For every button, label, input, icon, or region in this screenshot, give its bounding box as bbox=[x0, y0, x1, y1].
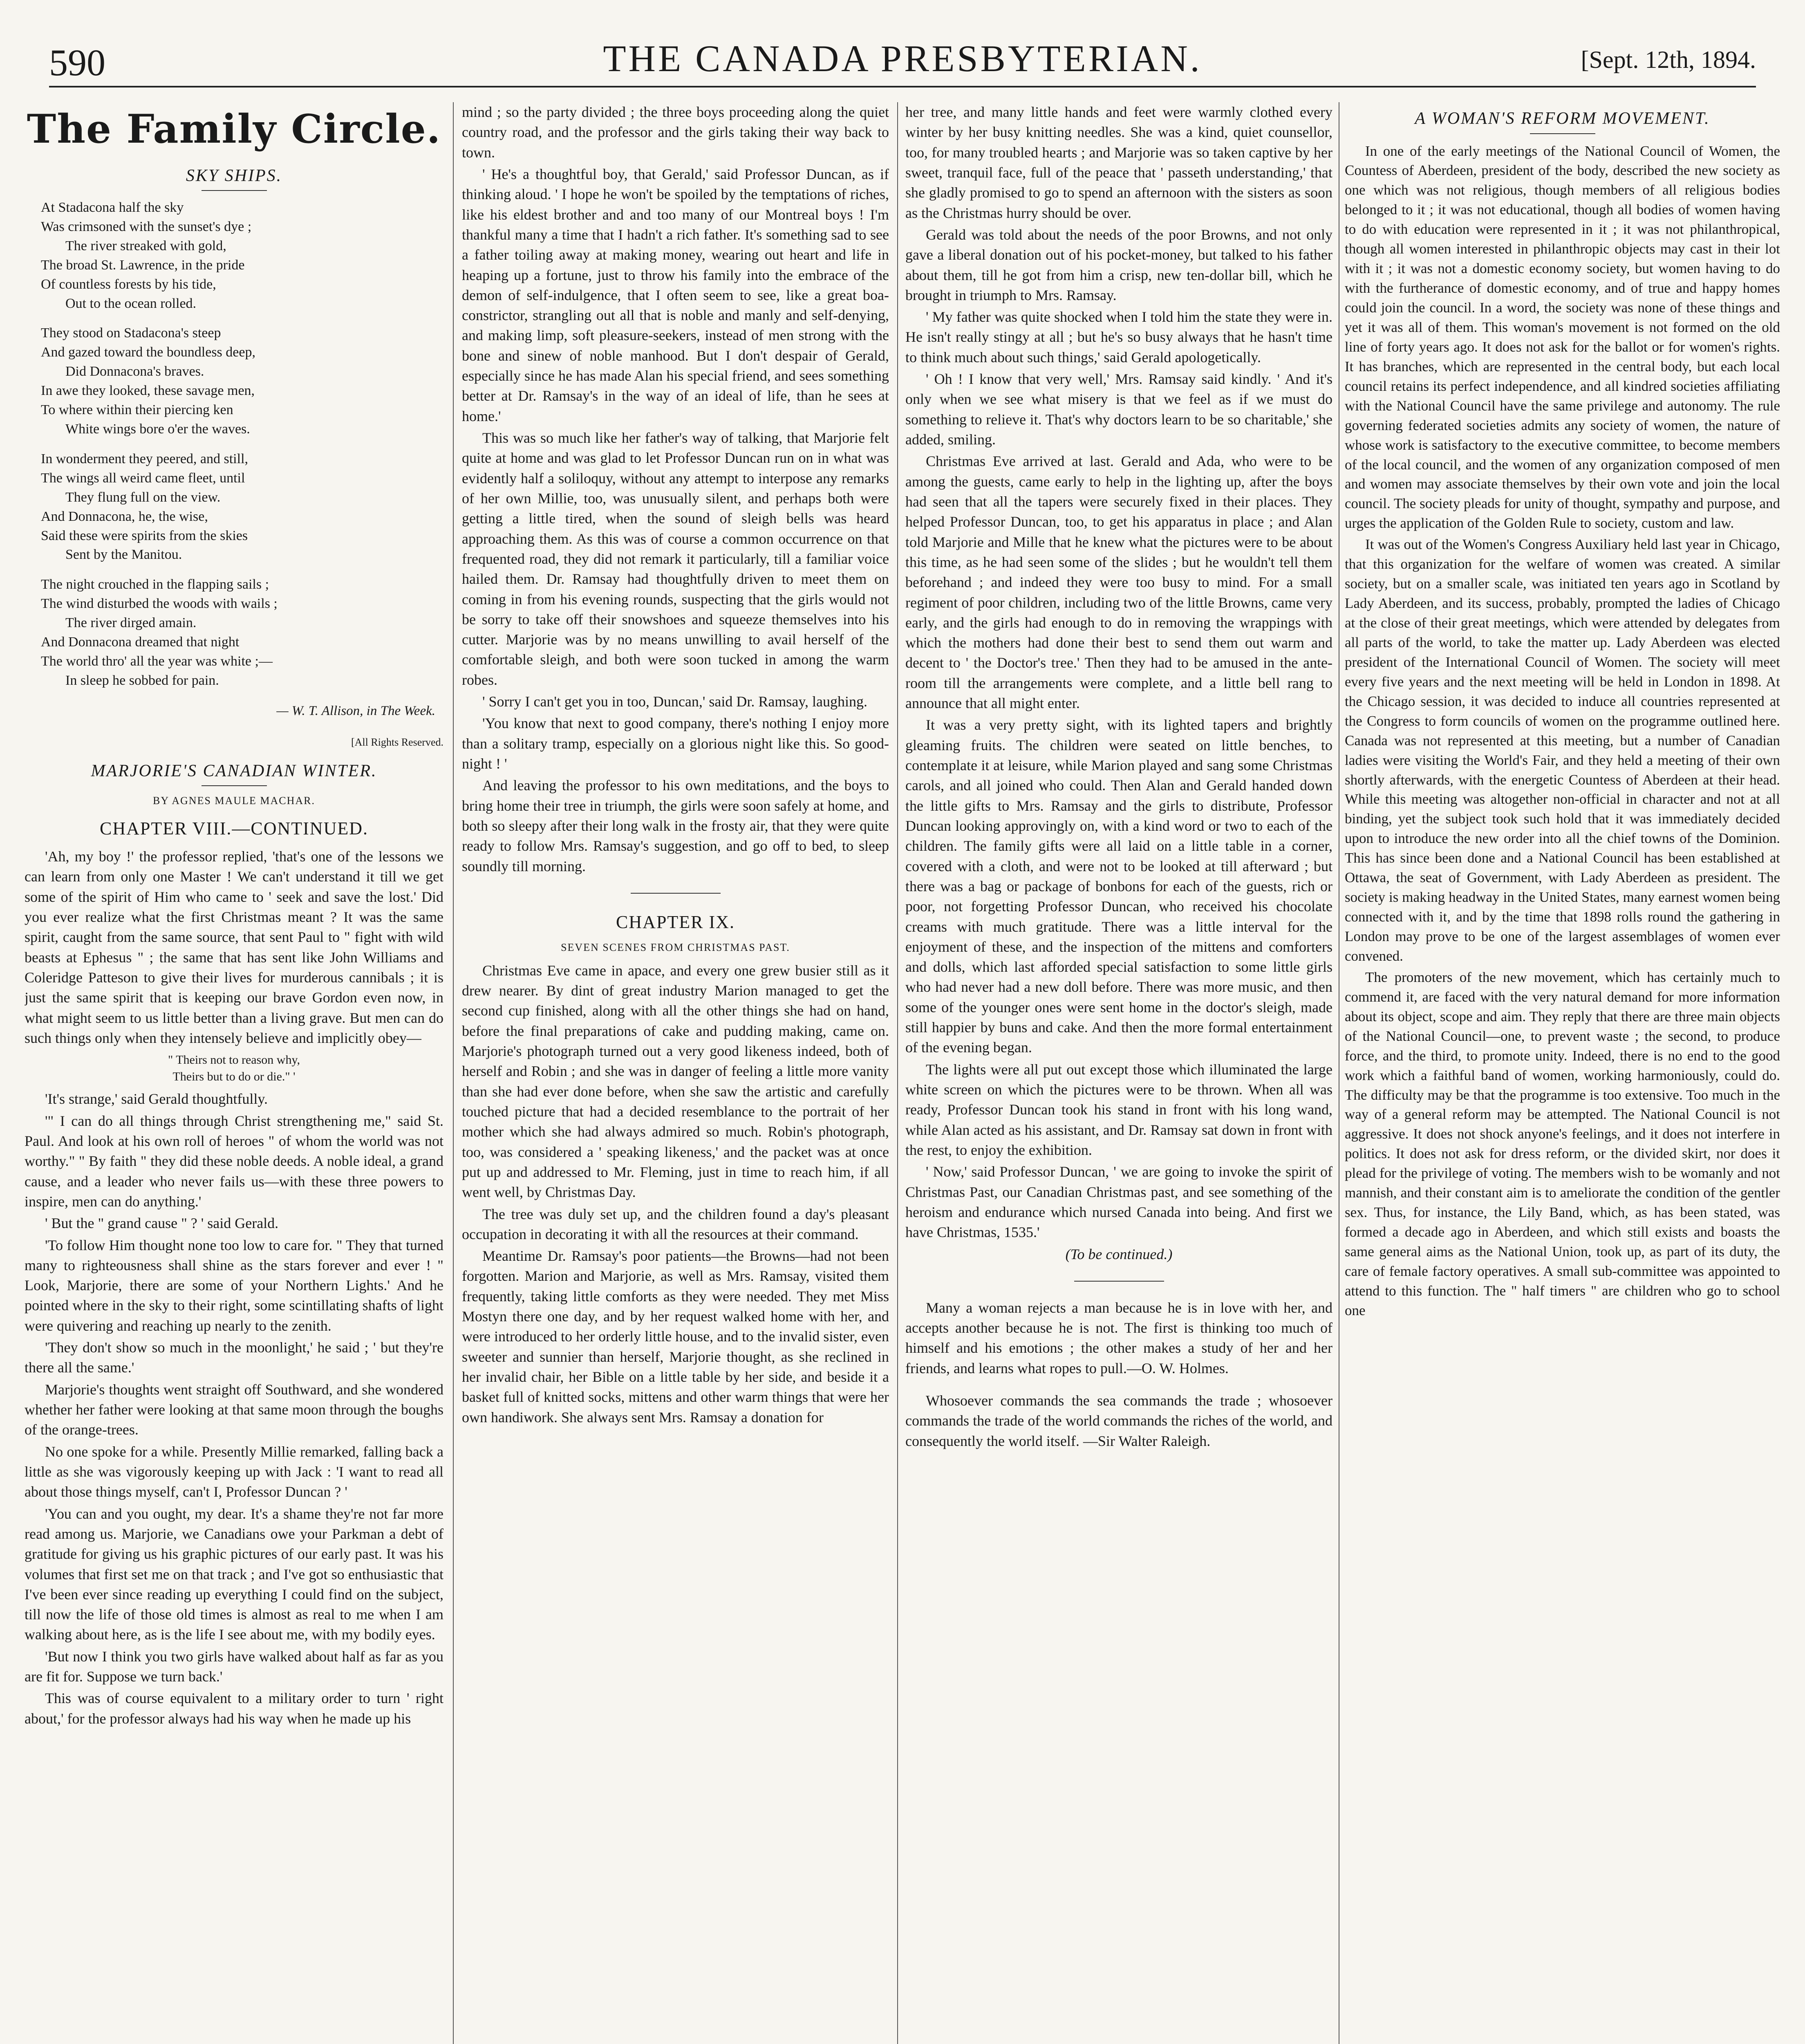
paragraph: ' But the " grand cause " ? ' said Gerald. bbox=[45, 1215, 279, 1232]
column-1 bbox=[25, 102, 443, 2044]
poem-line: At Stadacona half the sky bbox=[41, 200, 184, 215]
paragraph: ' My father was quite shocked when I told him the state they were in. He isn't really stingy at all ; but he's so busy always that he hasn't time to think much about such things,' said Gerald apologetically. bbox=[905, 309, 1332, 365]
poem-line: And gazed toward the boundless deep, bbox=[41, 345, 255, 360]
chapter-heading: CHAPTER VIII.—CONTINUED. bbox=[99, 818, 369, 838]
paragraph: ' Sorry I can't get you in too, Duncan,' said Dr. Ramsay, laughing. bbox=[482, 693, 867, 710]
paragraph: And leaving the professor to his own meditations, and the boys to bring home their tree in triumph, the girls were soon safely at home, and both so sleepy after their long walk in the frosty air, that they were quite ready to follow Mrs. Ramsay's suggestion, and go off to bed, to sleep soundly till morning. bbox=[462, 777, 889, 874]
paragraph: The lights were all put out except those which illuminated the large white screen on which the pictures were to be thrown. When all was ready, Professor Duncan took his stand in front with his long wand, while Alan acted as his assistant, and Dr. Ramsay sat down in front with the rest, to enjoy the exhibition. bbox=[905, 1061, 1332, 1158]
poem-line: The river dirged amain. bbox=[65, 615, 197, 631]
paragraph: ' He's a thoughtful boy, that Gerald,' said Professor Duncan, as if thinking aloud. ' I hope he won't be spoiled by the temptations of riches, like his eldest brother and and too many of our Montreal boys ! I'm thankful many a time that I hadn't a rich father. It's something sad to see a father toiling away at making money, wearing out heart and life in heaping up a fortune, just to throw his family into the embrace of the demon of self-indulgence, that I often seem to see, like a great boa-constrictor, strangling out all that is noble and manly and self-denying, and making limp, soft pleasure-seekers, instead of men strong with the bone and sinew of noble manhood. But I don't despair of Gerald, especially since he has made Alan his special friend, and sees something better at Dr. Ramsay's in the way of an ideal of life, than he sees at home.' bbox=[462, 166, 889, 424]
paragraph: The tree was duly set up, and the children found a day's pleasant occupation in decorating it with all the resources at their command. bbox=[462, 1206, 889, 1242]
rights-notice: [All Rights Reserved. bbox=[351, 736, 443, 748]
poem-line: The night crouched in the flapping sails ; bbox=[41, 577, 269, 592]
poem-stanza bbox=[41, 198, 443, 313]
quote-line: " Theirs not to reason why, bbox=[168, 1053, 300, 1067]
paragraph: Christmas Eve arrived at last. Gerald and Ada, who were to be among the guests, came early to help in the lighting up, after the boys had seen that all the tapers were securely fixed in their places. They helped Professor Duncan, too, to get his apparatus in place ; and Alan told Marjorie and Mille that he knew what the pictures were to be about this time, as he had seen some of the slides ; but he wouldn't tell them beforehand ; and indeed they were too busy to mind. For a small regiment of poor children, including two of the little Browns, came very early, and the girls had enough to do in removing the wrappings with which the mothers had done their best to send them out warm and decent to ' the Doctor's tree.' Then they had to be amused in the ante-room till the arrangements were complete, and a little bell rang to announce that all might enter. bbox=[905, 453, 1332, 712]
poem-stanza bbox=[41, 575, 443, 690]
author-byline: BY AGNES MAULE MACHAR. bbox=[153, 795, 315, 807]
paragraph: Christmas Eve came in apace, and every one grew busier still as it drew nearer. By dint of great industry Marion managed to get the second cup finished, along with all the other things she had on hand, before the final preparations of cake and pudding making, came on. Marjorie's photograph turned out a very good likeness indeed, both of herself and Robin ; and she was in danger of feeling a little more vanity than she had ever done before, when she saw the artistic and carefully touched picture that had a decided resemblance to the portrait of her mother which she had always admired so much. Robin's photograph, too, was considered a ' speaking likeness,' and the packet was at once put up and addressed to Mr. Fleming, just in time to reach him, if all went well, by Christmas Day. bbox=[462, 962, 889, 1201]
column-divider bbox=[897, 102, 898, 2044]
story-title: MARJORIE'S CANADIAN WINTER. bbox=[91, 761, 377, 780]
paragraph: ' Oh ! I know that very well,' Mrs. Ramsay said kindly. ' And it's only when we see what misery is that we feel as if we must do something to relieve it. That's why doctors learn to be so charitable,' she added, smiling. bbox=[905, 371, 1332, 448]
paragraph: It was out of the Women's Congress Auxiliary held last year in Chicago, that this organization for the welfare of women was created. A similar society, but on a smaller scale, was initiated ten years ago in Scotland by Lady Aberdeen, and its success, probably, prompted the ladies of Chicago at the close of their great meetings, which were attended by delegates from all parts of the world, to take the matter up. Lady Aberdeen was elected president of the International Council of Women. The society will meet every five years and the next meeting will be held in London in 1898. At the Chicago session, it was decided to induce all countries represented at the Congress to form councils of women on the programme outlined here. Canada was not represented at this meeting, but a number of Canadian ladies were visiting the World's Fair, and they held a meeting of their own shortly afterwards, with the energetic Countess of Aberdeen at their head. While this meeting was altogether non-official in character and not at all binding, yet the subject took such hold that it was immediately decided upon to introduce the new order into all the chief towns of the Dominion. This has since been done and a National Council has been established at Ottawa, the seat of Government, with Lady Aberdeen as president. The society is making headway in the United States, many earnest women being connected with it, and by the time that 1898 rolls round the gathering in London may prove to be one of the largest assemblages of women ever convened. bbox=[1345, 536, 1780, 964]
poem-line: Was crimsoned with the sunset's dye ; bbox=[41, 219, 252, 234]
poem-line: The world thro' all the year was white ;— bbox=[41, 653, 273, 669]
page-date: [Sept. 12th, 1894. bbox=[1581, 46, 1756, 73]
paper-title: THE CANADA PRESBYTERIAN. bbox=[603, 38, 1202, 79]
section-rule bbox=[1074, 1281, 1164, 1282]
paragraph: This was so much like her father's way of talking, that Marjorie felt quite at home and was glad to let Professor Duncan run on in what was evidently half a soliloquy, without any attempt to interpose any remarks of her own Millie, too, was unusually silent, and perhaps both were getting a little tired, when the sound of sleigh bells was heard approaching them. As this was of course a common occurrence on that frequented road, they did not remark it particularly, till a familiar voice hailed them. Dr. Ramsay had thoughtfully driven to meet them on coming in from his evening rounds, suspecting that the girls would not be sorry to take off their snowshoes and squeeze themselves into his cutter. Marjorie was by no means unwilling to avail herself of the comfortable sleigh, and both were soon tucked in among the warm robes. bbox=[462, 430, 889, 688]
page-header bbox=[49, 37, 1756, 82]
family-circle-masthead: The Family Circle. bbox=[27, 106, 441, 152]
poem-line: Out to the ocean rolled. bbox=[65, 296, 197, 311]
paragraph: Whosoever commands the sea commands the trade ; whosoever commands the trade of the world commands the riches of the world, and consequently the world itself. —Sir Walter Raleigh. bbox=[905, 1392, 1332, 1449]
paragraph: 'It's strange,' said Gerald thoughtfully. bbox=[45, 1091, 268, 1107]
poem-line: Said these were spirits from the skies bbox=[41, 528, 248, 543]
poem-line: The broad St. Lawrence, in the pride bbox=[41, 257, 245, 273]
poem-line: And Donnacona dreamed that night bbox=[41, 634, 240, 650]
column-2 bbox=[462, 102, 889, 2044]
chapter-heading: CHAPTER IX. bbox=[616, 912, 735, 932]
poem-line: The wings all weird came fleet, until bbox=[41, 470, 245, 486]
paragraph: Many a woman rejects a man because he is in love with her, and accepts another because he is not. The first is thinking too much of himself and his emotions ; the other makes a study of her and her friends, and learns what ropes to pull.—O. W. Holmes. bbox=[905, 1299, 1332, 1376]
paragraph: Gerald was told about the needs of the poor Browns, and not only gave a liberal donation out of his pocket-money, but talked to his father about them, till he got from him a crisp, new ten-dollar bill, which he brought in triumph to Mrs. Ramsay. bbox=[905, 226, 1332, 303]
paragraph: No one spoke for a while. Presently Millie remarked, falling back a little as she was vigorously keeping up with Jack : 'I want to read all about those things myself, can't I, Professor Duncan ? ' bbox=[25, 1443, 443, 1500]
to-be-continued: (To be continued.) bbox=[1065, 1246, 1173, 1262]
paragraph: mind ; so the party divided ; the three boys proceeding along the quiet country road, and the professor and the girls taking their way back to town. bbox=[462, 104, 889, 161]
poem-line: They stood on Stadacona's steep bbox=[41, 325, 221, 341]
poem bbox=[41, 198, 443, 690]
poem-line: In awe they looked, these savage men, bbox=[41, 383, 255, 399]
paragraph: 'They don't show so much in the moonlight,' he said ; ' but they're there all the same.' bbox=[25, 1339, 443, 1376]
title-rule bbox=[202, 190, 267, 191]
poem-title: SKY SHIPS. bbox=[186, 166, 282, 185]
paragraph: 'Ah, my boy !' the professor replied, 'that's one of the lessons we can learn from only one Master ! We can't understand it till we get some of the spirit of Him who came to ' seek and save the lost.' Did you ever realize what the first Christmas meant ? It was the same spirit, caught from the same source, that sent Paul to " fight with wild beasts at Ephesus " ; the same that has sent like John Williams and Coleridge Patteson to give their lives for murderous cannibals ; it is just the same spirit that is keeping our brave Gordon even now, in what might seem to us little better than a living grave. But men can do such things only when they intensely believe and implicitly obey— bbox=[25, 848, 443, 1046]
column-divider bbox=[453, 102, 454, 2044]
paragraph: ' Now,' said Professor Duncan, ' we are going to invoke the spirit of Christmas Past, our Canadian Christmas past, and see something of the heroism and endurance which nursed Canada into being. And first we have Christmas, 1535.' bbox=[905, 1163, 1332, 1241]
article-title: A WOMAN'S REFORM MOVEMENT. bbox=[1415, 109, 1710, 128]
poem-line: The wind disturbed the woods with wails ; bbox=[41, 596, 278, 612]
quote-line: Theirs but to do or die." ' bbox=[172, 1070, 296, 1084]
poem-line: White wings bore o'er the waves. bbox=[65, 421, 250, 437]
paragraph: '" I can do all things through Christ strengthening me," said St. Paul. And look at his own roll of heroes " of whom the world was not worthy." " By faith " they did these noble deeds. A noble ideal, a grand cause, and a leader who never fails us—with these three powers to inspire, men can do anything.' bbox=[25, 1112, 443, 1210]
poem-stanza bbox=[41, 324, 443, 439]
paragraph: Marjorie's thoughts went straight off Southward, and she wondered whether her father were looking at that same moon through the boughs of the orange-trees. bbox=[25, 1381, 443, 1438]
poem-line: In wonderment they peered, and still, bbox=[41, 451, 249, 466]
paragraph: 'To follow Him thought none too low to care for. " They that turned many to righteousness shall shine as the stars forever and ever ! " Look, Marjorie, there are some of your Northern Lights.' And he pointed where in the sky to their right, some scintillating shafts of light were quivering and reaching up nearly to the zenith. bbox=[25, 1237, 443, 1334]
page-number: 590 bbox=[49, 42, 105, 83]
poem-line: Sent by the Manitou. bbox=[65, 547, 182, 563]
paragraph: The promoters of the new movement, which has certainly much to commend it, are faced with the very natural demand for more information about its object, scope and aim. They reply that there are three main objects of the National Council—one, to prevent waste ; the second, to produce force, and the third, to promote unity. Indeed, there is no end to the good work which a faithful band of women, working harmoniously, could do. The difficulty may be that the programme is too extensive. Too much in the way of a general reform may be attempted. The National Council is not aggressive. It does not shock anyone's feelings, and it does not interfere in politics. It does not ask for dress reform, or the divided skirt, nor does it plead for the privilege of voting. The members wish to be womanly and not mannish, and their constant aim is to ameliorate the condition of the gentler sex. Thus, for instance, the Lily Band, which, as has been stated, was formed a decade ago in Aberdeen, and which still exists and boasts the same general aims as the National Union, took up, as part of its duty, the care of female factory operatives. A small sub-committee was appointed to attend to this function. The " half timers " are children who go to school one bbox=[1345, 969, 1780, 1318]
poem-line: To where within their piercing ken bbox=[41, 402, 233, 418]
paragraph: 'But now I think you two girls have walked about half as far as you are fit for. Suppose we turn back.' bbox=[25, 1648, 443, 1685]
title-rule bbox=[1530, 133, 1595, 134]
poem-line: The river streaked with gold, bbox=[65, 238, 226, 253]
poem-line: In sleep he sobbed for pain. bbox=[65, 672, 219, 688]
poem-line: They flung full on the view. bbox=[65, 489, 221, 505]
poem-credit: — W. T. Allison, in The Week. bbox=[276, 703, 435, 718]
paragraph: her tree, and many little hands and feet were warmly clothed every winter by her busy knitting needles. She was a kind, quiet counsellor, too, for many troubled hearts ; and Marjorie was so taken captive by her sweet, tranquil face, full of the peace that ' passeth understanding,' that she gladly promised to go to spend an afternoon with the sisters as soon as the Christmas hurry should be over. bbox=[905, 104, 1332, 221]
poem-line: And Donnacona, he, the wise, bbox=[41, 509, 208, 524]
title-rule bbox=[202, 785, 267, 786]
column-4 bbox=[1345, 102, 1780, 2044]
section-rule bbox=[631, 893, 721, 894]
header-rule bbox=[49, 86, 1756, 87]
paragraph: It was a very pretty sight, with its lighted tapers and brightly gleaming fruits. The children were seated on little benches, to contemplate it at leisure, while Marion played and sang some Christmas carols, and all joined who could. Then Alan and Gerald handed down the little gifts to Mrs. Ramsay and the girls to distribute, Professor Duncan looking approvingly on, with a kind word or two to each of the children. The family gifts were all laid on a little table in a corner, covered with a cloth, and were not to be looked at till afterward ; but there was a bag or package of bonbons for each of the guests, rich or poor, not forgetting Professor Duncan, who received his chocolate creams with much gratitude. There was a little interval for the enjoyment of these, and the inspection of the mittens and comforters and dolls, which last afforded special satisfaction to some little girls who had never had a new doll before. There was more music, and then some of the younger ones were sent home in the doctor's sleigh, made still happier by buns and cake. And then the more formal entertainment of the evening began. bbox=[905, 717, 1332, 1056]
paragraph: 'You know that next to good company, there's nothing I enjoy more than a solitary tramp, especially on a glorious night like this. So good-night ! ' bbox=[462, 715, 889, 772]
poem-line: Did Donnacona's braves. bbox=[65, 364, 204, 379]
poem-line: Of countless forests by his tide, bbox=[41, 276, 216, 292]
inline-quote bbox=[25, 1051, 443, 1085]
column-3 bbox=[905, 102, 1332, 2044]
paragraph: Meantime Dr. Ramsay's poor patients—the Browns—had not been forgotten. Marion and Marjorie, as well as Mrs. Ramsay, visited them frequently, taking little comforts as they were needed. They met Miss Mostyn there one day, and by her request walked home with her, and were introduced to her orderly little house, and to the invalid sister, even sweeter and sunnier than herself, Marjorie thought, as she reclined in her invalid chair, her Bible on a little table by her side, and beside it a basket full of knitted socks, mittens and other warm things that were her own handiwork. She always sent Mrs. Ramsay a donation for bbox=[462, 1248, 889, 1425]
paragraph: In one of the early meetings of the National Council of Women, the Countess of Aberdeen, president of the body, described the new society as one which was not religious, though members of all religious bodies belonged to it ; it was not educational, though all bodies of women having to do with education were represented in it ; it was not philanthropical, though all women interested in philanthropic objects may cast in their lot with it ; it was not a domestic economy society, but women having to do with the furtherance of domestic economy, and of true and happy homes could join the council. In a word, the society was none of these things and yet it was all of them. This woman's movement is not formed on the old line of forty years ago. It does not ask for the ballot or for women's rights. It has branches, which are represented in the central body, but each local council retains its perfect independence, and all kindred societies affiliating with the National Council have the same privilege and autonomy. The rule governing federated societies admits any society of women, the nature of whose work is satisfactory to the executive committee, to become members of the local council, and the women of any organization composed of men and women may associate themselves by their own vote and join the local council. The society pleads for unity of thought, sympathy and purpose, and urges the application of the Golden Rule to society, custom and law. bbox=[1345, 143, 1780, 531]
paragraph: 'You can and you ought, my dear. It's a shame they're not far more read among us. Marjorie, we Canadians owe your Parkman a debt of gratitude for giving us his graphic pictures of our early past. It was his volumes that first set me on that track ; and I've got so enthusiastic that I've been ever since reading up everything I could find on the subject, till now the life of those old times is almost as real to me when I am walking about here, as is the life I see about me, with my bodily eyes. bbox=[25, 1505, 443, 1643]
paragraph: This was of course equivalent to a military order to turn ' right about,' for the professor always had his way when he made up his bbox=[25, 1690, 443, 1727]
chapter-subheading: SEVEN SCENES FROM CHRISTMAS PAST. bbox=[561, 941, 790, 954]
poem-stanza bbox=[41, 450, 443, 565]
